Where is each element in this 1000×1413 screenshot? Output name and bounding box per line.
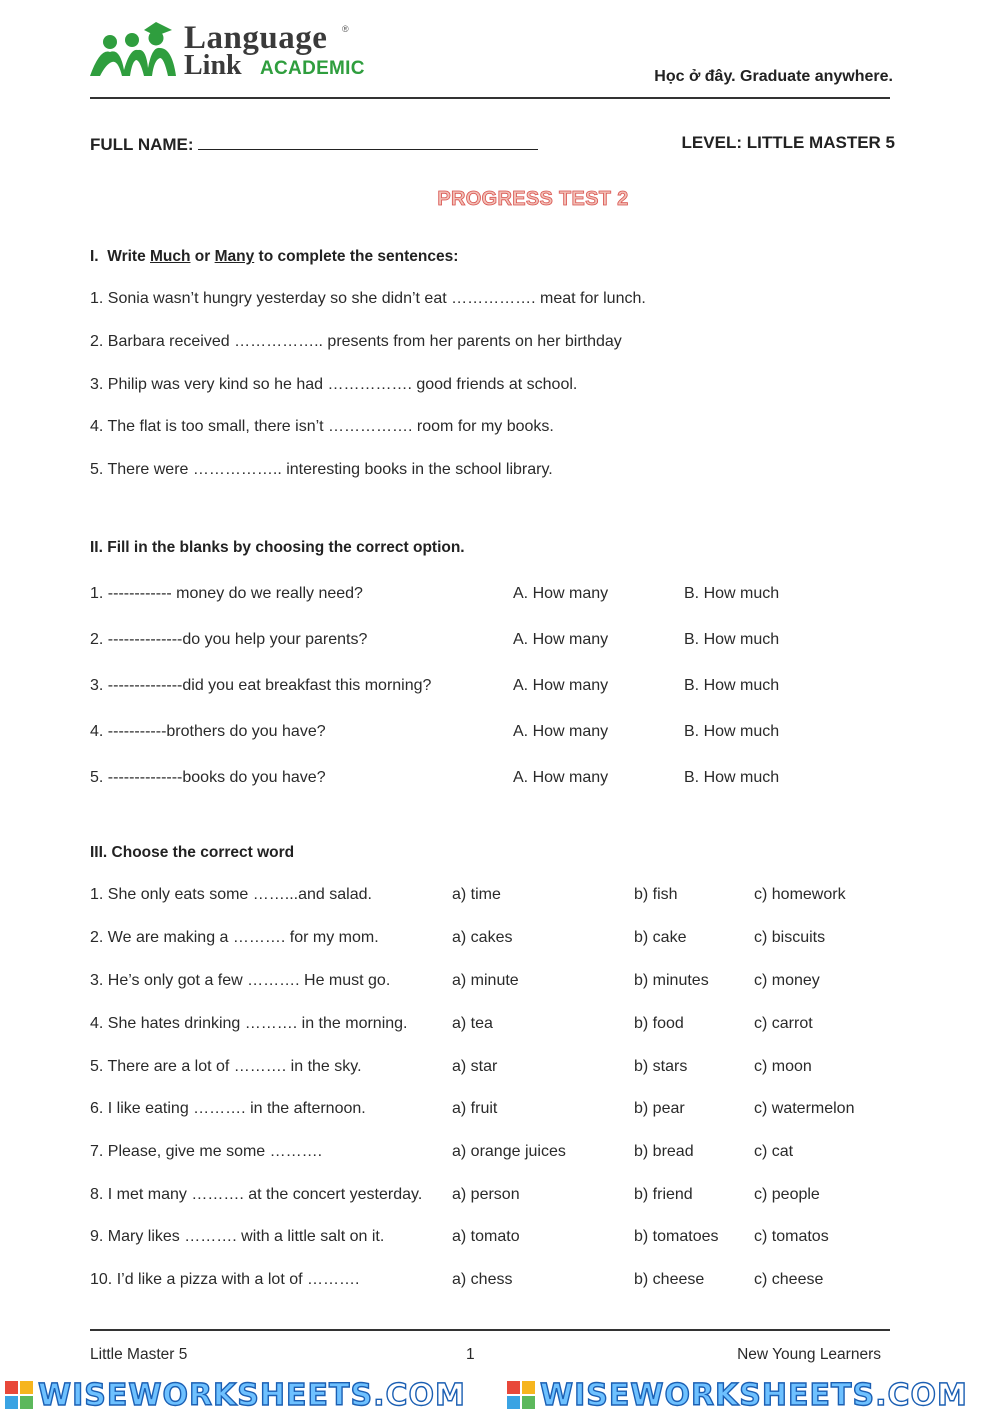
s3-q2-option-a[interactable]: a) cakes (452, 929, 513, 946)
full-name-blank[interactable] (198, 133, 538, 150)
s3-q5-option-c[interactable]: c) moon (754, 1058, 812, 1075)
s3-q6-option-b[interactable]: b) pear (634, 1100, 685, 1117)
s3-q6-option-a[interactable]: a) fruit (452, 1100, 498, 1117)
wiseworksheets-logo-icon (4, 1380, 34, 1410)
watermark-text-2 (540, 1378, 968, 1413)
s1-item-4: 4. The flat is too small, there isn’t ……………. room for my books. (90, 418, 554, 435)
watermark-word-2: WISEWORKSHEETS (540, 1378, 876, 1413)
s2-q5: 5. --------------books do you have? (90, 769, 326, 786)
s1-item-2: 2. Barbara received …………….. presents from her parents on her birthday (90, 333, 622, 350)
word-or: or (190, 248, 215, 265)
s2-q3-option-a[interactable]: A. How many (513, 677, 609, 694)
watermark-text-1 (38, 1378, 466, 1413)
s3-q6: 6. I like eating ………. in the afternoon. (90, 1100, 366, 1117)
section-2-heading: II. Fill in the blanks by choosing the correct option. (90, 539, 465, 556)
logo-text-link: Link (184, 50, 242, 81)
s3-q5-option-b[interactable]: b) stars (634, 1058, 688, 1075)
watermark-domain-2: .COM (875, 1378, 968, 1413)
s3-q10-option-b[interactable]: b) cheese (634, 1271, 705, 1288)
logo-text-language: Language (184, 20, 328, 56)
s3-q4-option-b[interactable]: b) food (634, 1015, 684, 1032)
page-number: 1 (466, 1346, 475, 1363)
word-many: Many (214, 248, 255, 265)
s1-item-1: 1. Sonia wasn’t hungry yesterday so she didn’t eat ……………. meat for lunch. (90, 290, 646, 307)
s3-q4-option-a[interactable]: a) tea (452, 1015, 493, 1032)
s1-item-5: 5. There were …………….. interesting books in the school library. (90, 461, 553, 478)
header-divider (90, 97, 890, 99)
s3-q8: 8. I met many ………. at the concert yesterday. (90, 1186, 423, 1203)
footer-left: Little Master 5 (90, 1346, 188, 1363)
s3-q9-option-c[interactable]: c) tomatos (754, 1228, 829, 1245)
s3-q9-option-b[interactable]: b) tomatoes (634, 1228, 719, 1245)
s3-q5: 5. There are a lot of ………. in the sky. (90, 1058, 362, 1075)
s2-q1-option-b[interactable]: B. How much (684, 585, 780, 602)
s2-q2-option-b[interactable]: B. How much (684, 631, 780, 648)
s3-q1-option-a[interactable]: a) time (452, 886, 501, 903)
wiseworksheets-banner (0, 1376, 1000, 1413)
s3-q10-option-a[interactable]: a) chess (452, 1271, 513, 1288)
s3-q3-option-a[interactable]: a) minute (452, 972, 519, 989)
s3-q3: 3. He’s only got a few ………. He must go. (90, 972, 391, 989)
s2-q2: 2. --------------do you help your parents? (90, 631, 368, 648)
s3-q2-option-c[interactable]: c) biscuits (754, 929, 826, 946)
footer-right: New Young Learners (737, 1346, 881, 1363)
s2-q4-option-b[interactable]: B. How much (684, 723, 780, 740)
s3-q7: 7. Please, give me some ………. (90, 1143, 323, 1160)
s3-q8-option-c[interactable]: c) people (754, 1186, 820, 1203)
s3-q8-option-b[interactable]: b) friend (634, 1186, 693, 1203)
full-name-field (90, 133, 538, 155)
s3-q2-option-b[interactable]: b) cake (634, 929, 687, 946)
slogan: Học ở đây. Graduate anywhere. (654, 68, 893, 85)
s2-q3: 3. --------------did you eat breakfast this morning? (90, 677, 432, 694)
s2-q3-option-b[interactable]: B. How much (684, 677, 780, 694)
watermark-domain-1: .COM (373, 1378, 466, 1413)
s3-q5-option-a[interactable]: a) star (452, 1058, 498, 1075)
test-title: PROGRESS TEST 2 (437, 188, 629, 210)
s2-q4: 4. -----------brothers do you have? (90, 723, 326, 740)
word-much: Much (150, 248, 191, 265)
s2-q4-option-a[interactable]: A. How many (513, 723, 609, 740)
s3-q9-option-a[interactable]: a) tomato (452, 1228, 520, 1245)
footer-divider (90, 1329, 890, 1331)
s2-q1-option-a[interactable]: A. How many (513, 585, 609, 602)
s1-item-3: 3. Philip was very kind so he had ……………. good friends at school. (90, 376, 578, 393)
s3-q7-option-c[interactable]: c) cat (754, 1143, 794, 1160)
s3-q6-option-c[interactable]: c) watermelon (754, 1100, 855, 1117)
s2-q5-option-a[interactable]: A. How many (513, 769, 609, 786)
wiseworksheets-logo-icon-2 (506, 1380, 536, 1410)
s3-q1-option-c[interactable]: c) homework (754, 886, 846, 903)
s3-q10: 10. I’d like a pizza with a lot of ………. (90, 1271, 360, 1288)
s3-q10-option-c[interactable]: c) cheese (754, 1271, 824, 1288)
s3-q3-option-b[interactable]: b) minutes (634, 972, 709, 989)
s2-q1: 1. ------------ money do we really need? (90, 585, 363, 602)
registered-mark: ® (342, 24, 349, 34)
s3-q8-option-a[interactable]: a) person (452, 1186, 520, 1203)
s3-q3-option-c[interactable]: c) money (754, 972, 820, 989)
s3-q7-option-a[interactable]: a) orange juices (452, 1143, 566, 1160)
s3-q9: 9. Mary likes ………. with a little salt on it. (90, 1228, 385, 1245)
section-1-prefix: I. Write (90, 248, 151, 265)
s2-q5-option-b[interactable]: B. How much (684, 769, 780, 786)
logo-text-academic: ACADEMIC (260, 58, 365, 79)
level-label: LEVEL: LITTLE MASTER 5 (681, 133, 895, 152)
section-3-heading: III. Choose the correct word (90, 844, 295, 861)
watermark-word-1: WISEWORKSHEETS (38, 1378, 374, 1413)
s3-q7-option-b[interactable]: b) bread (634, 1143, 694, 1160)
full-name-label: FULL NAME: (90, 135, 194, 154)
s3-q4: 4. She hates drinking ………. in the morning. (90, 1015, 408, 1032)
s3-q4-option-c[interactable]: c) carrot (754, 1015, 813, 1032)
section-1-heading (90, 248, 458, 266)
section-1-suffix: to complete the sentences: (254, 248, 459, 265)
s3-q1: 1. She only eats some ……...and salad. (90, 886, 372, 903)
s2-q2-option-a[interactable]: A. How many (513, 631, 609, 648)
s3-q2: 2. We are making a ………. for my mom. (90, 929, 379, 946)
s3-q1-option-b[interactable]: b) fish (634, 886, 678, 903)
